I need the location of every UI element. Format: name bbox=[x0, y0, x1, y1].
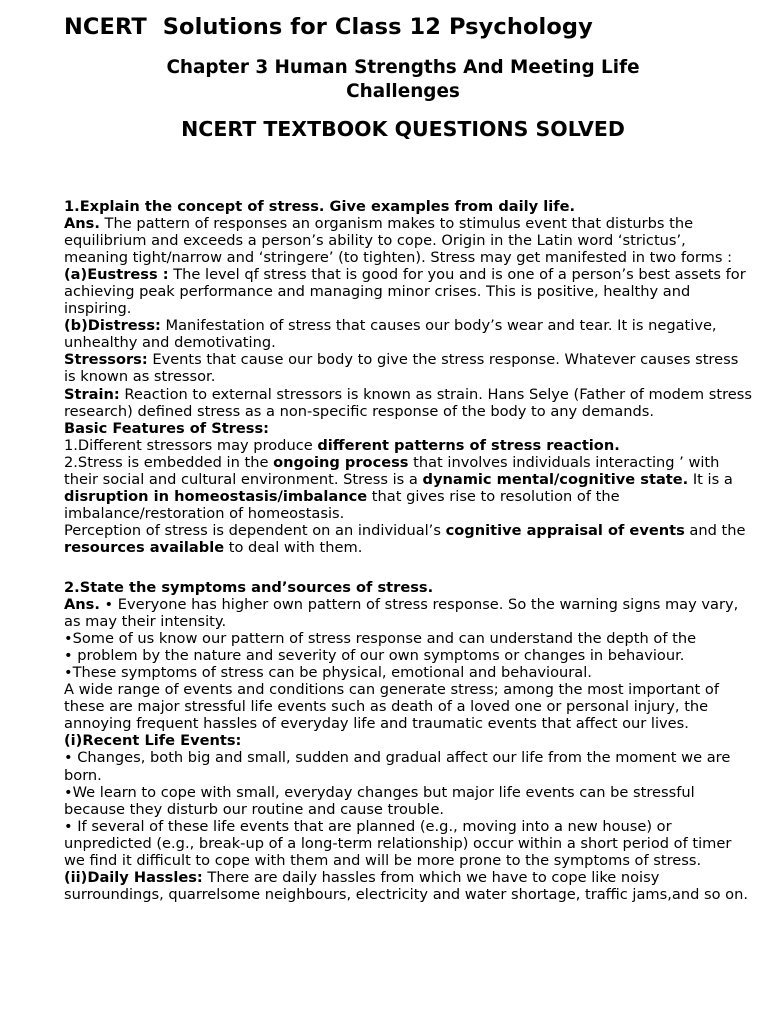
perception-paragraph bbox=[64, 522, 754, 556]
paragraph-emphasis: cognitive appraisal of events bbox=[445, 521, 685, 539]
paragraph-text: to deal with them. bbox=[224, 538, 363, 556]
feature-text: that involves individuals interacting ’ with their social and cultural environment. Stress is a bbox=[64, 453, 720, 488]
feature-text: 2.Stress is embedded in the bbox=[64, 453, 274, 471]
spacer bbox=[64, 556, 754, 579]
feature-emphasis: different patterns of stress reaction. bbox=[317, 436, 620, 454]
answer-label: Ans. bbox=[64, 596, 100, 614]
question-1: 1.Explain the concept of stress. Give examples from daily life. bbox=[64, 198, 576, 215]
paragraph-text: and the bbox=[684, 521, 746, 539]
term-text: Manifestation of stress that causes our body’s wear and tear. It is negative, unhealthy and demotivating. bbox=[64, 317, 717, 352]
bullet-item: • If several of these life events that are planned (e.g., moving into a new house) or unpredicted (e.g., break-up of a long-term relationship) occur within a short period of timer we find it difficult to cope with them and will be more prone to the symptoms of stress. bbox=[64, 817, 732, 869]
sources-paragraph: A wide range of events and conditions can generate stress; among the most important of these are major stressful life events such as death of a loved one or personal injury, the annoying frequent hassles of everyday life and traumatic events that affect our lives. bbox=[64, 681, 719, 733]
term-label: Strain: bbox=[64, 385, 120, 403]
recent-life-events-heading: (i)Recent Life Events: bbox=[64, 732, 242, 750]
answer-text: The pattern of responses an organism makes to stimulus event that disturbs the equilibrium and exceeds a person’s ability to cope. Origin in the Latin word ‘strictus’, meaning tight/narrow and ‘stringere’ (to tighten). Stress may get manifested in two forms : bbox=[64, 215, 733, 267]
answer-1 bbox=[64, 215, 754, 266]
bullet-item: •These symptoms of stress can be physical, emotional and behavioural. bbox=[64, 664, 592, 682]
feature-emphasis: dynamic mental/cognitive state. bbox=[422, 470, 689, 488]
feature-emphasis: ongoing process bbox=[273, 453, 409, 471]
features-heading: Basic Features of Stress: bbox=[64, 419, 269, 437]
term-label: Stressors: bbox=[64, 351, 148, 369]
term-text: There are daily hassles from which we have to cope like noisy surroundings, quarrelsome neighbours, electricity and water shortage, traffic jams,and so on. bbox=[64, 868, 748, 903]
feature-item bbox=[64, 437, 754, 454]
feature-text: 1.Different stressors may produce bbox=[64, 436, 318, 454]
paragraph-emphasis: resources available bbox=[64, 538, 225, 556]
bullet-item: •Some of us know our pattern of stress response and can understand the depth of the bbox=[64, 630, 697, 648]
answer-label: Ans. bbox=[64, 215, 100, 233]
term-text: Reaction to external stressors is known as strain. Hans Selye (Father of modem stress research) defined stress as a non-specific response of the body to any demands. bbox=[64, 385, 752, 420]
bullet-item: • Changes, both big and small, sudden and gradual affect our life from the moment we are born. bbox=[64, 749, 731, 784]
term-label: (ii)Daily Hassles: bbox=[64, 868, 203, 886]
feature-item bbox=[64, 454, 754, 522]
bullet-item: •We learn to cope with small, everyday changes but major life events can be stressful because they disturb our routine and cause trouble. bbox=[64, 783, 695, 818]
term-text: Events that cause our body to give the stress response. Whatever causes stress is known as stressor. bbox=[64, 351, 739, 386]
answer-2 bbox=[64, 596, 754, 630]
section-heading: NCERT TEXTBOOK QUESTIONS SOLVED bbox=[181, 117, 625, 141]
strain-definition bbox=[64, 386, 754, 420]
term-text: The level qf stress that is good for you and is one of a person’s best assets for achieving peak performance and managing minor crises. This is positive, healthy and inspiring. bbox=[64, 266, 746, 318]
daily-hassles-paragraph bbox=[64, 869, 754, 903]
paragraph-text: Perception of stress is dependent on an individual’s bbox=[64, 521, 446, 539]
term-label: (b)Distress: bbox=[64, 317, 161, 335]
answer-text: • Everyone has higher own pattern of stress response. So the warning signs may vary, as may their intensity. bbox=[64, 596, 739, 631]
distress-definition bbox=[64, 317, 754, 351]
feature-text: that gives rise to resolution of the imbalance/restoration of homeostasis. bbox=[64, 487, 620, 522]
chapter-title: Chapter 3 Human Strengths And Meeting Life Challenges bbox=[166, 57, 640, 102]
document-title: NCERT Solutions for Class 12 Psychology bbox=[64, 14, 593, 40]
bullet-item: • problem by the nature and severity of our own symptoms or changes in behaviour. bbox=[64, 647, 685, 665]
eustress-definition bbox=[64, 266, 754, 317]
stressors-definition bbox=[64, 351, 754, 385]
question-2: 2.State the symptoms and’sources of stress. bbox=[64, 578, 434, 596]
term-label: (a)Eustress : bbox=[64, 266, 169, 284]
document-body bbox=[64, 198, 754, 903]
feature-text: It is a bbox=[688, 470, 733, 488]
feature-emphasis: disruption in homeostasis/imbalance bbox=[64, 487, 368, 505]
